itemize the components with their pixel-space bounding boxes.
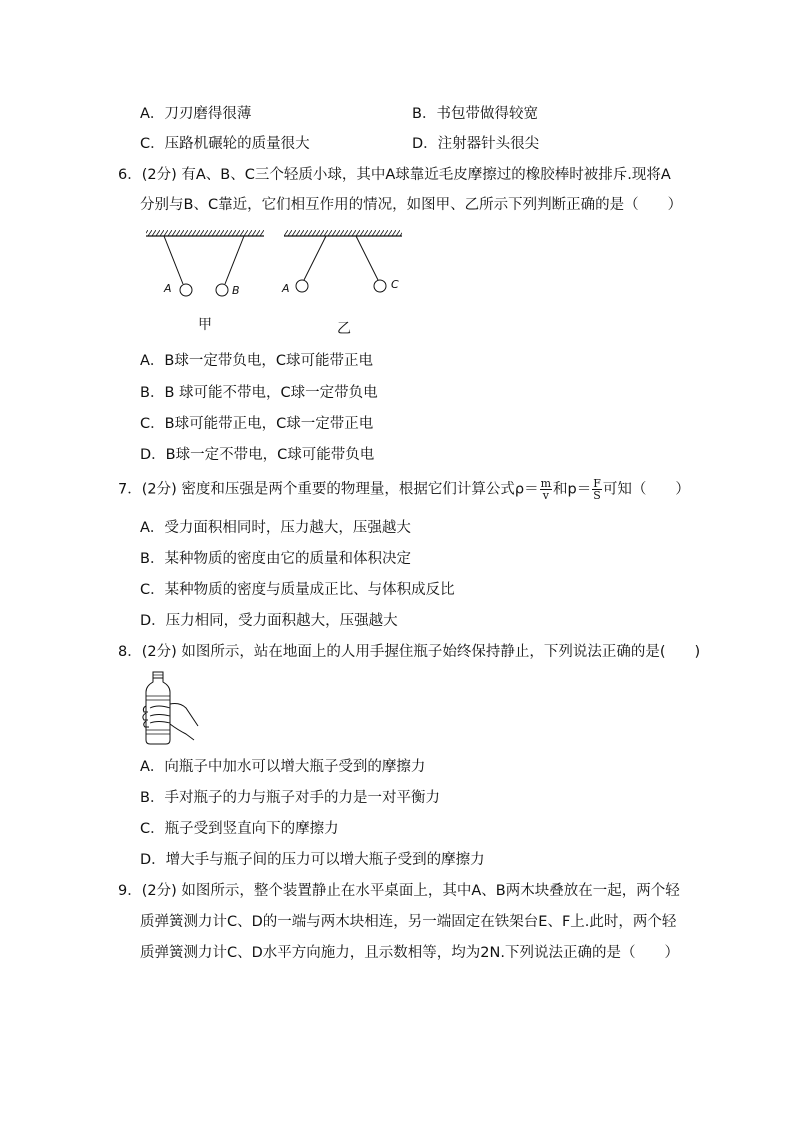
q7-stem-mid: 和p＝	[553, 481, 592, 498]
q8-option-b: B．手对瓶子的力与瓶子对手的力是一对平衡力	[140, 790, 440, 806]
q9-stem-line2: 质弹簧测力计C、D的一端与两木块相连，另一端固定在铁架台E、F上.此时，两个轻	[140, 914, 677, 930]
q7-option-a: A．受力面积相同时，压力越大，压强越大	[140, 520, 411, 536]
label-a-right: A	[282, 282, 290, 295]
q5-option-c: C．压路机碾轮的质量很大	[140, 136, 310, 152]
q5-option-b: B．书包带做得较宽	[412, 106, 538, 122]
q8-option-a: A．向瓶子中加水可以增大瓶子受到的摩擦力	[140, 759, 426, 775]
label-c: C	[391, 278, 399, 291]
q7-stem	[118, 478, 690, 501]
pressure-fraction	[592, 478, 602, 501]
q7-option-d: D．压力相同，受力面积越大，压强越大	[140, 613, 398, 629]
q7-stem-before: 7．(2分) 密度和压强是两个重要的物理量，根据它们计算公式ρ＝	[118, 481, 539, 498]
density-numerator: m	[540, 477, 552, 490]
ball-b	[216, 284, 228, 296]
q7-option-b: B．某种物质的密度由它的质量和体积决定	[140, 551, 411, 567]
density-denominator: v	[542, 489, 549, 502]
string-a-right	[304, 236, 326, 280]
string-b	[225, 236, 244, 284]
q9-stem-line3: 质弹簧测力计C、D水平方向施力，且示数相等，均为2N.下列说法正确的是（ ）	[140, 945, 679, 961]
ceiling-left	[146, 230, 264, 236]
q9-stem-line1: 9．(2分) 如图所示，整个装置静止在水平桌面上，其中A、B两木块叠放在一起，两个轻	[118, 883, 680, 899]
q8-stem: 8．(2分) 如图所示，站在地面上的人用手握住瓶子始终保持静止，下列说法正确的是( )	[118, 644, 701, 660]
pressure-denominator: S	[593, 489, 601, 502]
q8-option-c: C．瓶子受到竖直向下的摩擦力	[140, 821, 339, 837]
string-c	[356, 236, 378, 280]
q6-option-c: C．B球可能带正电，C球一定带正电	[140, 416, 374, 432]
q7-option-c: C．某种物质的密度与质量成正比、与体积成反比	[140, 582, 455, 598]
pendulum-diagram	[140, 224, 430, 336]
pressure-numerator: F	[593, 477, 601, 490]
label-a-left: A	[164, 282, 172, 295]
ceiling-right	[284, 230, 402, 236]
q5-option-a: A．刀刃磨得很薄	[140, 106, 252, 122]
q6-pendulum-figure	[140, 224, 430, 336]
q6-option-b: B．B 球可能不带电，C球一定带负电	[140, 385, 378, 401]
density-fraction	[540, 478, 552, 501]
caption-jia: 甲	[198, 317, 212, 333]
q6-option-a: A．B球一定带负电，C球可能带正电	[140, 353, 373, 369]
ball-a-left	[180, 284, 192, 296]
q8-option-d: D．增大手与瓶子间的压力可以增大瓶子受到的摩擦力	[140, 852, 485, 868]
caption-yi: 乙	[337, 321, 351, 337]
ball-c	[374, 280, 386, 292]
q6-option-d: D．B球一定不带电，C球可能带负电	[140, 447, 375, 463]
string-a-left	[164, 236, 183, 284]
label-b: B	[232, 284, 240, 297]
q6-stem-line2: 分别与B、C靠近，它们相互作用的情况，如图甲、乙所示下列判断正确的是（ ）	[140, 197, 683, 213]
q7-stem-after: 可知（ ）	[602, 481, 690, 498]
ball-a-right	[296, 280, 308, 292]
hand-bottle-figure	[140, 668, 204, 748]
q6-stem-line1: 6．(2分) 有A、B、C三个轻质小球，其中A球靠近毛皮摩擦过的橡胶棒时被排斥.现将A	[118, 167, 671, 183]
hand-holding-bottle-illustration	[140, 668, 204, 748]
q5-option-d: D．注射器针头很尖	[412, 136, 540, 152]
